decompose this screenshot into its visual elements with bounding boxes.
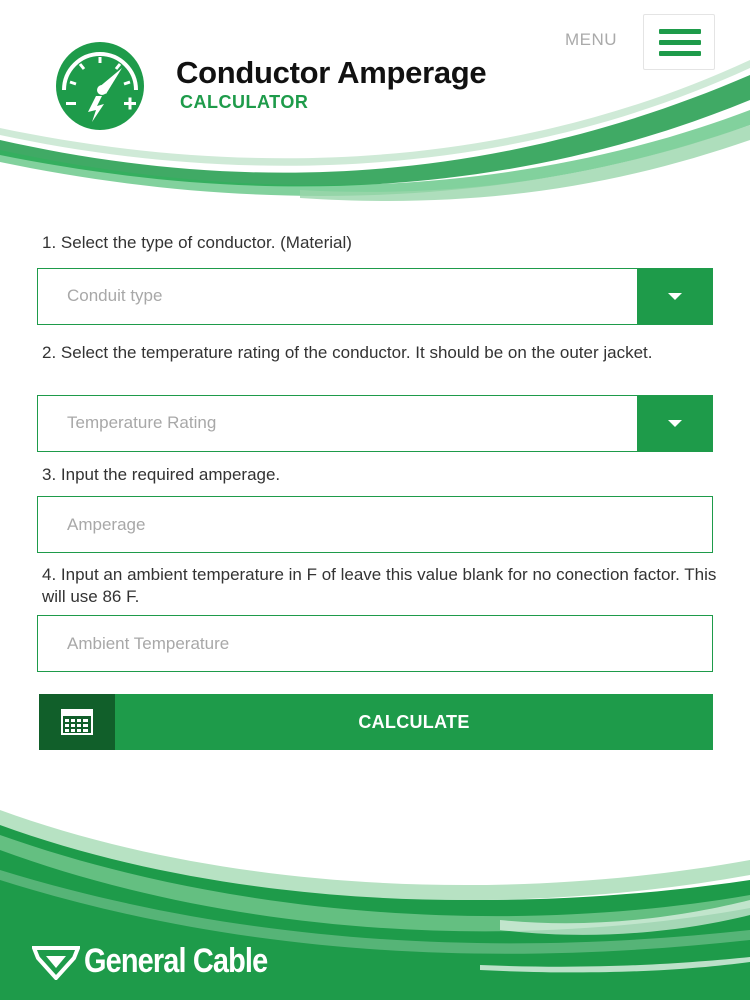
temperature-rating-placeholder: Temperature Rating — [67, 413, 217, 432]
calculator-icon — [61, 709, 93, 735]
amperage-input[interactable] — [38, 497, 712, 552]
general-cable-logo-icon — [32, 940, 80, 980]
app-header — [0, 0, 750, 215]
menu-button[interactable] — [643, 14, 715, 70]
caret-down-icon[interactable] — [637, 269, 712, 324]
question-1-label: 1. Select the type of conductor. (Material) — [42, 233, 352, 252]
gauge-icon — [40, 40, 160, 130]
conductor-type-placeholder: Conduit type — [67, 286, 163, 305]
calculate-button[interactable] — [39, 694, 713, 750]
question-4-label: 4. Input an ambient temperature in F of leave this value blank for no conection factor. This will use 86 F. — [42, 565, 717, 606]
ambient-temperature-field[interactable] — [37, 615, 713, 672]
hamburger-icon-bar — [659, 51, 701, 56]
hamburger-icon-bar — [659, 29, 701, 34]
footer-brand: General Cable — [84, 942, 268, 980]
calculate-label: CALCULATE — [358, 712, 470, 732]
caret-down-icon[interactable] — [637, 396, 712, 451]
calculate-icon-box — [39, 694, 115, 750]
question-3-label: 3. Input the required amperage. — [42, 465, 281, 484]
temperature-rating-select[interactable] — [37, 395, 713, 452]
menu-label[interactable]: MENU — [565, 30, 618, 49]
ambient-temperature-input[interactable] — [38, 616, 712, 671]
hamburger-icon-bar — [659, 40, 701, 45]
page-subtitle: CALCULATOR — [180, 92, 309, 112]
question-2-label: 2. Select the temperature rating of the conductor. It should be on the outer jacket. — [42, 343, 653, 362]
page-title: Conductor Amperage — [176, 55, 487, 90]
conductor-type-select[interactable] — [37, 268, 713, 325]
amperage-field[interactable] — [37, 496, 713, 553]
